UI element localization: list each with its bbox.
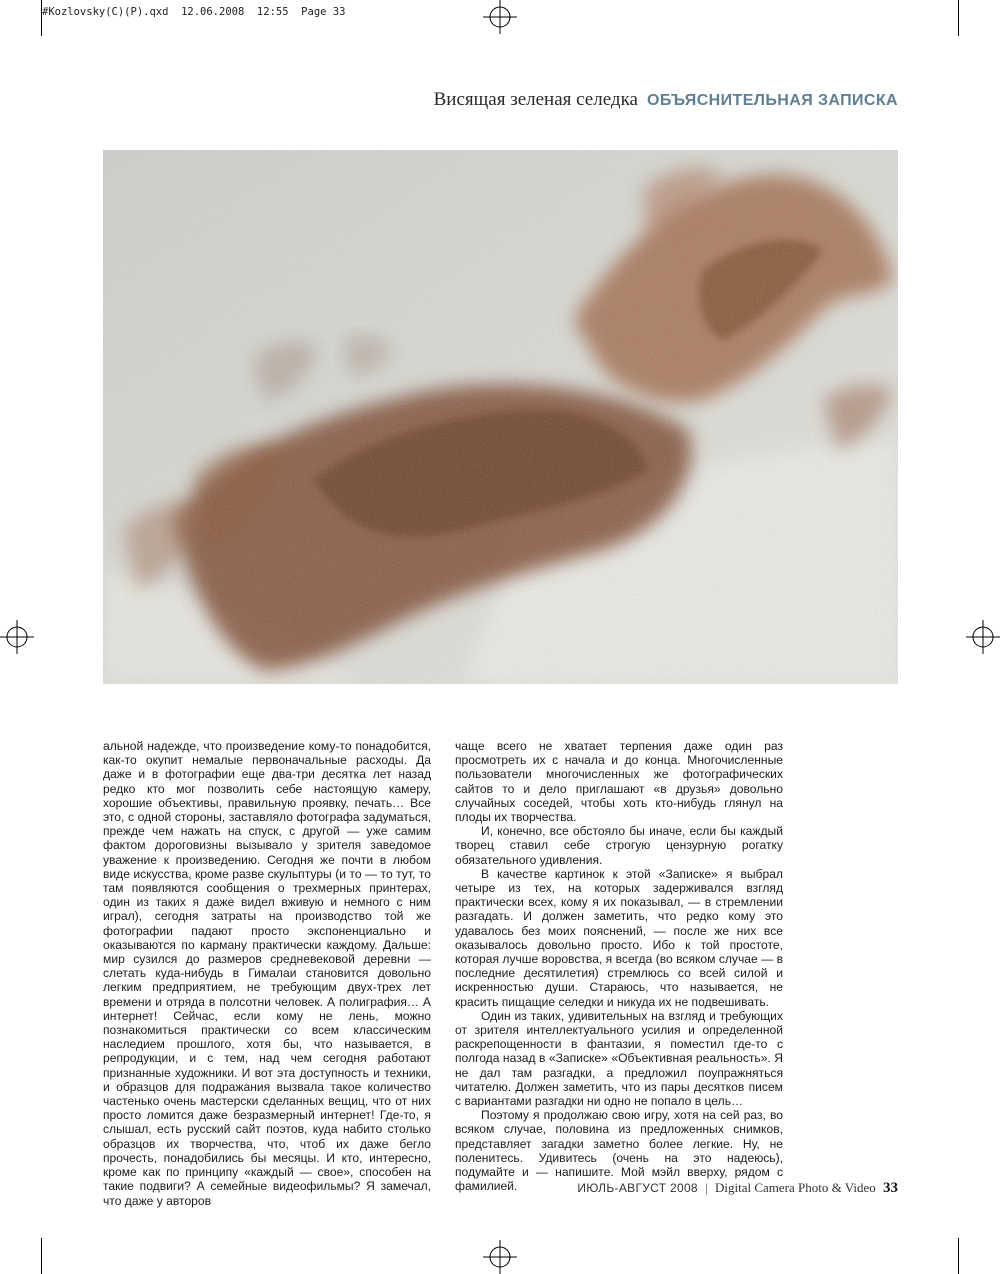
trim-mark-bottom-left <box>41 1238 42 1274</box>
paragraph: В качестве картинок к этой «Записке» я выбрал четыре из тех, на которых задерживался взгляд практически всех, кому я их показывал, — в стремлении разгадать. И должен заметить, что редко кому это удавалось без моих пояснений, — после же них все оказывалось довольно просто. Ибо к той простоте, которая лучше воровства, я всегда (во всяком случае — в последние десятилетия) стремлюсь со всей силой и искренностью души. Стараюсь, что называется, не красить пищащие селедки и никуда их не подвешивать. <box>455 866 783 1009</box>
magazine-title: Digital Camera Photo & Video <box>715 1180 876 1195</box>
page-footer <box>577 1180 898 1197</box>
series-title: Висящая зеленая селедка <box>433 89 638 110</box>
paragraph: чаще всего не хватает терпения даже один раз просмотреть их с начала и до конца. Многочисленные пользователи многочисленных же фотографических сайтов то и дело приглашают «в друзья» довольно случайных соседей, чтобы хоть кто-нибудь глянул на плоды их творчества. <box>455 739 783 825</box>
trim-mark-top-right <box>958 0 959 36</box>
paragraph: Один из таких, удивительных на взгляд и требующих от зрителя интеллектуального усилия и определенной раскрепощенности в фантазии, я поместил где-то с полгода назад в «Записке» «Объективная реальность». Я не дал там разгадки, а предложил поупражняться читателю. Должен заметить, что из пары десятков писем с вариантами разгадки ни одно не попало в цель… <box>455 1008 783 1109</box>
registration-mark-right-icon <box>966 620 1000 654</box>
page-number: 33 <box>883 1180 898 1196</box>
section-title: ОБЪЯСНИТЕЛЬНАЯ ЗАПИСКА <box>646 92 898 109</box>
paragraph: И, конечно, все обстояло бы иначе, если бы каждый творец ставил себе строгую цензурную рогатку обязательного удивления. <box>455 824 783 867</box>
trim-mark-top-left <box>41 0 42 36</box>
running-header <box>434 88 898 112</box>
paragraph: альной надежде, что произведение кому-то понадобится, как-то окупит немалые первоначальные расходы. Да даже и в фотографии еще два-три десятка лет назад редко кто мог позволить себе настоящую камеру, хорошие объективы, правильную проявку, печать… Все это, с одной стороны, заставляло фотографа задуматься, прежде чем нажать на спуск, с другой — уже самим фактом дороговизны вызывало у зрителя заведомое уважение к произведению. Сегодня же почти в любом виде искусства, кроме разве скульптуры (и то — то тут, то там появляются сообщения о трехмерных принтерах, один из таких я даже видел вживую и немного с ним играл), сегодня затраты на производство той же фотографии падают просто экспоненциально и оказываются по карману практически каждому. Дальше: мир сузился до размеров средневековой деревни — слетать куда-нибудь в Гималаи становится довольно легким предприятием, не требующим двух-трех лет времени и отряда в полсотни человек. А полиграфия… А интернет! Сейчас, если кому не лень, можно познакомиться практически со всем классическим наследием прошлого, хотя бы, что называется, в репродукции, и с тем, над чем сегодня работают признанные художники. И вот эта доступность и техники, и образцов для подражания вызвала такое количество частенько очень мастерски сделанных вещиц, что от них просто ломится даже безразмерный интернет! Где-то, я слышал, есть русский сайт поэтов, куда набито столько образцов их творчества, что, чтоб их даже бегло прочесть, понадобились бы месяцы. И кто, интересно, кроме как по принципу «каждый — свое», способен на такие подвиги? А семейные видеофильмы? Я замечал, что даже у авторов <box>103 739 431 1208</box>
text-column-left <box>103 739 431 1208</box>
footer-separator: | <box>705 1180 708 1195</box>
text-column-right <box>455 739 783 1194</box>
issue-date: ИЮЛЬ-АВГУСТ 2008 <box>577 1181 698 1195</box>
sand-photo <box>103 150 898 684</box>
paragraph: Поэтому я продолжаю свою игру, хотя на сей раз, во всяком случае, половина из предложенных снимков, представляет загадки заметно более легкие. Ну, не поленитесь. Удивитесь (очень на это надеюсь), подумайте и — напишите. Мой мэйл вверху, рядом с фамилией. <box>455 1108 783 1194</box>
registration-mark-top-icon <box>483 0 517 34</box>
registration-mark-left-icon <box>0 620 34 654</box>
trim-mark-bottom-right <box>958 1238 959 1274</box>
print-slug-line: #Kozlovsky(C)(P).qxd 12.06.2008 12:55 Page 33 <box>42 6 346 18</box>
registration-mark-bottom-icon <box>483 1240 517 1274</box>
